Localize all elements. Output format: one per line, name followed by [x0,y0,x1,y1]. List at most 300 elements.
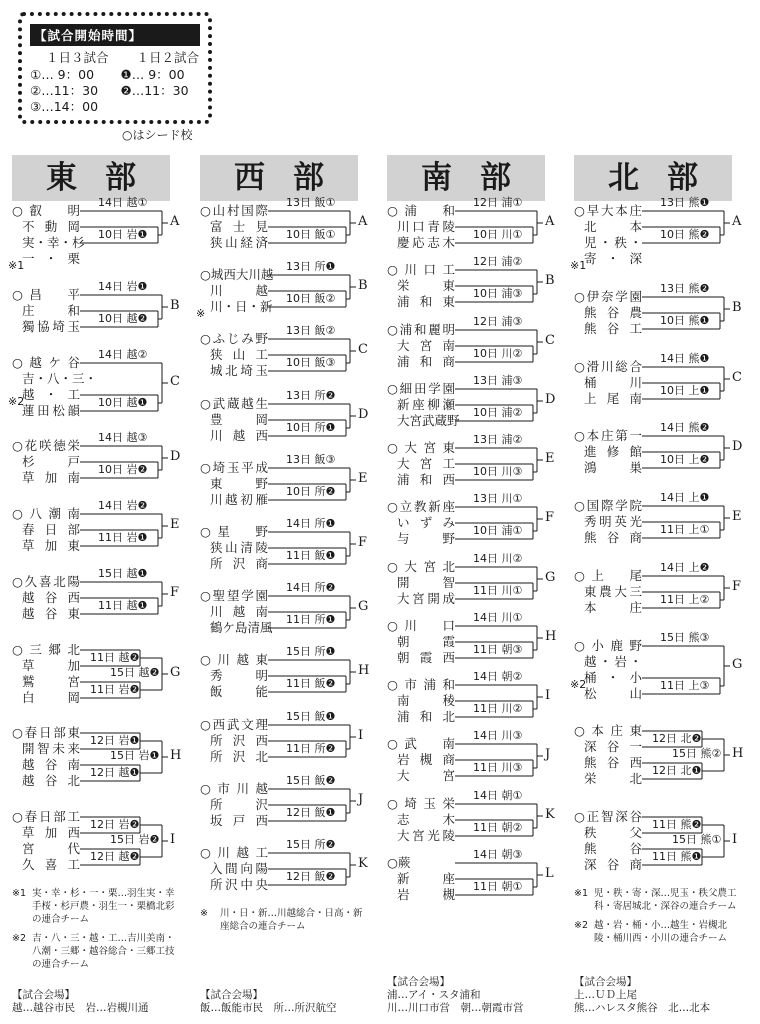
team-row [387,618,455,634]
team-row [12,841,80,857]
game-label: 10日 熊❶ [660,313,710,327]
block-C [574,351,752,407]
team-name: 一・栗 [22,251,80,266]
team-row [200,299,273,315]
team-row [200,781,268,797]
team-row [12,370,98,387]
team-name: 狭山清陵 [210,540,268,555]
game-label: 11日 飯❷ [286,677,336,691]
venue-line: 飯…飯能市民 所…所沢航空 [200,1002,337,1014]
team-name: ○立教新座 [387,499,455,515]
team-row [574,825,642,841]
note-text: 児・秩・寄・深…児玉・秩父農工科・寄居城北・深谷の連合チーム [594,888,737,912]
team-row [574,755,642,771]
team-name: 栄 東 [397,278,455,294]
team-name: ○三郷北 [12,641,80,657]
game-label: 14日 上❶ [660,491,710,504]
team-row [387,768,455,784]
game-label: 14日 上❷ [660,560,710,574]
venue-title: 【試合会場】 [12,989,75,1001]
block-label: G [732,656,743,672]
team-name: 入間向陽 [210,861,268,876]
team-row [200,363,268,379]
team-name: 大 宮 [397,768,455,784]
note [12,932,177,971]
game-label: 14日 越② [98,347,148,361]
game-label: 14日 朝① [473,788,523,802]
block-label: E [358,470,368,486]
block-F [387,492,565,547]
team-row [574,203,642,219]
team-mark: ※1 [570,259,587,272]
block-label: H [358,663,370,679]
team-name: ○花咲徳栄 [12,438,80,454]
block-label: C [545,332,555,348]
team-name: 所 沢 [210,796,268,812]
team-name: ○国際学院 [574,498,642,513]
team-row [387,693,455,709]
schedule-box [18,12,212,124]
team-name: いずみ [397,515,455,531]
block-label: F [358,535,368,550]
team-row [574,809,642,825]
game-label: 15日 越❶ [98,566,148,580]
team-name: 熊谷西 [584,755,642,771]
team-row [12,773,80,789]
team-mark: ※ [196,307,206,321]
team-name: 秩 父 [584,825,642,840]
game-label: 12日 浦② [473,255,523,269]
team-row [12,690,80,706]
game-label: 11日 熊❷ [652,818,702,831]
block-label: E [170,517,180,532]
note-text: 吉・八・三・越・工…吉川美南・八潮・三郷・越谷総合・三郷工技の連合チーム [32,933,175,970]
block-label: D [545,391,556,407]
game-label: 15日 岩❶ [110,749,160,763]
team-name: 所沢商 [210,556,268,571]
team-name: ○細田学園 [387,380,455,396]
schedule-title: 【試合開始時間】 [30,24,200,46]
team-row [574,686,642,702]
team-row [387,515,455,531]
team-row [12,725,80,741]
team-name: 寄・深 [584,251,642,266]
block-label: D [732,439,743,455]
team-row [574,771,642,787]
block-K [200,838,378,893]
note-key: ※2 [12,933,27,944]
team-name: 春日部 [22,522,80,537]
game-label: 11日 岩❷ [90,682,140,696]
game-label: 14日 所❶ [286,517,336,530]
game-label: 13日 飯② [286,324,336,338]
team-row [200,749,268,765]
block-I [574,809,752,873]
team-name: 越・工 [22,386,80,402]
team-name: 富士見 [210,219,268,234]
team-row [387,559,455,575]
team-row [12,470,80,486]
game-label: 14日 朝③ [473,848,523,861]
game-label: 13日 川① [473,492,523,506]
team-row [200,412,268,428]
block-label: D [170,449,181,465]
team-name: ○春日部東 [12,725,80,741]
team-name: 新 座 [397,871,455,886]
block-E [12,499,190,554]
team-row [387,650,455,666]
team-row [12,522,80,538]
team-name: 実・幸・杉 [22,235,85,250]
game-label: 10日 上❶ [660,383,710,397]
team-name: 所沢北 [210,748,268,764]
team-name: 草加南 [22,470,80,486]
block-label: A [358,214,368,229]
team-row [387,294,455,310]
team-row [574,391,642,407]
team-row [200,219,268,235]
team-name: 狭山経済 [210,235,268,250]
team-name: 宮 代 [22,841,80,856]
game-label: 11日 越❶ [98,598,148,612]
team-mark: ※2 [570,677,587,691]
team-name: 熊 谷 [584,841,642,856]
team-row [200,733,268,749]
block-label: H [170,748,182,764]
team-name: 岩 槻 [397,887,455,902]
team-name: 開智未来 [22,741,80,757]
block-label: A [545,214,555,229]
team-row [200,540,268,556]
team-name: 熊谷商 [584,530,642,545]
block-G [12,642,190,706]
team-name: ○山村国際 [200,203,268,218]
venue [200,989,337,1015]
team-row [574,428,642,444]
team-name: 飯 能 [210,684,268,700]
block-B [387,255,565,310]
team-name: 草 加 [22,657,80,673]
team-name: ○川口工 [387,262,455,278]
team-name: 川口青陵 [397,219,455,234]
game-label: 15日 飯❷ [286,773,336,787]
team-name: ○星 野 [200,524,268,539]
team-name: 新座柳瀬 [397,396,455,412]
game-label: 15日 岩❷ [110,833,160,846]
team-name: 秀 明 [210,668,268,684]
team-row [387,456,455,472]
block-label: E [732,509,742,524]
team-row [12,574,80,590]
team-mark: ※1 [8,259,25,272]
game-label: 10日 所❶ [286,420,336,434]
team-name: 不動岡 [22,219,80,234]
team-row [387,322,455,338]
team-row [387,381,455,397]
venue [574,976,710,1015]
team-name: 大宮南 [397,337,455,353]
team-name: 川越初雁 [210,491,268,507]
notes [12,887,177,977]
team-name: ○上 尾 [574,567,642,583]
block-label: G [358,599,369,615]
team-name: 志 木 [397,811,455,827]
team-name: 本 庄 [584,599,642,615]
team-row [200,524,268,540]
team-name: ○市浦和 [387,677,455,693]
team-name: ○伊奈学園 [574,288,642,304]
region-3 [570,155,752,1015]
game-label: 11日 上① [660,523,710,536]
team-name: ○武蔵越生 [200,395,268,411]
block-label: F [170,584,180,600]
team-name: 北 本 [584,219,642,234]
venue-title: 【試合会場】 [574,976,637,988]
venue-title: 【試合会場】 [387,976,450,988]
team-row [574,568,642,584]
team-name: 深谷一 [584,739,642,755]
team-name: ○川越東 [200,652,268,668]
team-name: 川 越 [210,283,268,299]
team-name: 吉・八・三・ [22,370,98,386]
team-row [200,283,268,299]
team-name: ○滑川総合 [574,358,642,374]
team-row [200,652,268,668]
note [200,907,365,933]
team-row [574,321,642,337]
team-name: 草加西 [22,825,80,840]
team-row [12,438,80,454]
game-label: 12日 北❷ [652,732,702,746]
region-2 [387,155,565,1015]
team-row [200,684,268,700]
block-label: A [170,214,180,229]
game-label: 12日 岩❶ [90,734,140,748]
team-row [387,736,455,752]
team-row [387,752,455,768]
game-label: 10日 浦① [473,524,523,538]
notes [574,887,739,951]
team-name: 蓮田松韻 [22,402,80,418]
team-name: ○武 南 [387,736,455,752]
team-row [574,498,642,514]
team-row [574,638,642,654]
team-row [387,531,455,547]
game-label: 10日 飯② [286,292,336,306]
game-label: 11日 川③ [473,761,523,775]
team-name: 草加東 [22,538,80,553]
team-row [12,825,80,841]
team-row [574,584,642,600]
game-label: 11日 川② [473,702,523,716]
block-C [387,314,565,370]
schedule-three-games: １日３試合 ①… 9：00 ②…11：30 ③…14：00 [30,50,109,114]
team-row [12,741,80,757]
block-K [387,788,565,844]
block-label: L [545,866,554,881]
team-row [574,739,642,755]
game-label: 14日 岩❶ [98,279,148,293]
game-label: 12日 北❶ [652,764,702,778]
team-row [12,454,80,470]
game-label: 11日 川① [473,583,523,597]
venue-line: 上…ＵＤ上尾 [574,989,637,1001]
venue-line: 越…越谷市民 岩…岩槻川通 [12,1002,149,1014]
team-name: 所沢西 [210,732,268,748]
game-label: 13日 飯① [286,196,336,209]
block-E [200,452,378,508]
team-name: 庄 和 [22,302,80,318]
block-label: D [358,406,369,422]
venue-title: 【試合会場】 [200,989,263,1001]
team-row [12,590,80,606]
team-name: 熊谷農 [584,304,642,320]
block-label: F [545,510,555,526]
team-name: 児・秩・ [584,235,642,250]
region-0 [8,155,190,1015]
block-G [387,551,565,607]
team-name: 狭山工 [210,347,268,363]
block-label: F [732,578,742,594]
team-row [200,620,273,636]
game-label: 14日 越③ [98,431,148,445]
block-label: G [170,664,181,680]
team-row [574,514,642,530]
team-name: ○春日部工 [12,809,80,824]
team-row [574,305,642,321]
game-label: 11日 朝③ [473,642,523,656]
block-label: C [170,373,180,389]
team-row [200,476,268,492]
team-name: 浦和西 [397,472,455,488]
venue-line: 川…川口市営 朝…朝霞市営 [387,1002,524,1014]
team-name: ○川越工 [200,845,268,860]
team-row [387,677,455,693]
team-row [200,347,268,363]
note-text: 川・日・新…川越総合・日高・新座総合の連合チーム [220,908,363,932]
block-I [12,809,190,873]
team-name: ○大宮北 [387,558,455,574]
team-row [200,203,268,219]
team-name: ○ふじみ野 [200,331,268,347]
game-label: 10日 岩❷ [98,463,148,477]
region-title: 北部 [574,155,732,201]
team-name: 鷲 宮 [22,673,80,689]
game-label: 11日 上③ [660,678,710,692]
block-label: B [732,299,742,315]
block-H [387,610,565,666]
block-L [387,848,565,903]
game-label: 14日 所❷ [286,581,336,595]
block-A [570,196,752,272]
team-row [200,668,268,684]
team-name: 獨協埼玉 [22,318,80,334]
game-label: 10日 飯③ [286,356,336,370]
team-row [387,412,460,429]
team-name: ○昌 平 [12,286,80,302]
team-name: 越谷西 [22,589,80,605]
game-label: 11日 越❷ [90,650,140,664]
team-name: 深谷商 [584,857,642,872]
team-row [12,674,80,690]
block-J [200,773,378,829]
team-name: ○埼玉栄 [387,795,455,811]
team-name: ○城西大川越 [200,267,274,283]
team-row [12,203,80,219]
game-label: 10日 上❷ [660,453,710,467]
team-name: ○久喜北陽 [12,573,80,589]
team-row [200,396,268,412]
game-label: 12日 越❶ [90,766,140,780]
region-title: 西部 [200,155,358,201]
team-name: 大宮開成 [397,590,455,606]
team-row [200,267,274,283]
venue [12,989,149,1015]
team-name: 桶 川 [584,374,642,390]
team-row [387,812,455,828]
game-label: 11日 朝② [473,820,523,834]
team-row [574,530,642,546]
team-name: 桶・小 [584,669,642,685]
team-name: 与 野 [397,531,455,547]
team-row [574,235,642,251]
note-text: 越・岩・桶・小…越生・岩槻北陵・桶川西・小川の連合チーム [594,920,728,944]
game-label: 10日 熊❷ [660,228,710,241]
block-label: H [732,746,744,762]
game-label: 14日 川① [473,610,523,624]
team-name: 大宮工 [397,456,455,472]
region-title: 東部 [12,155,170,201]
block-I [387,670,565,725]
team-name: 南 稜 [397,693,455,709]
team-name: 川越西 [210,427,268,443]
block-label: A [732,214,742,229]
block-label: I [358,727,364,743]
team-row [387,278,455,294]
game-label: 13日 所❷ [286,388,336,402]
note-key: ※1 [574,888,589,899]
block-F [200,517,378,572]
team-name: 朝霞西 [397,649,455,665]
team-row [200,845,268,861]
team-name: 岩槻商 [397,752,455,768]
seed-note: ○はシード校 [122,128,193,142]
team-row [200,877,268,893]
team-row [574,444,642,460]
team-name: 久喜工 [22,857,80,872]
team-name: ○川 口 [387,617,455,633]
team-name: 浦和東 [397,294,455,310]
block-B [196,260,378,321]
game-label: 12日 浦① [473,196,523,209]
team-row [387,591,455,607]
game-label: 12日 飯❷ [286,870,336,883]
team-name: ○正智深谷 [574,809,642,824]
team-name: 鴻 巣 [584,460,642,476]
team-name: 慶応志木 [397,235,455,250]
team-name: 浦和商 [397,353,455,369]
team-row [200,556,268,572]
block-label: C [358,342,368,358]
game-label: 11日 所❶ [286,613,336,627]
team-name: 上尾南 [584,390,642,406]
note [574,919,739,945]
game-label: 13日 熊❶ [660,196,710,209]
team-row [387,796,455,812]
team-name: 大宮光陵 [397,827,455,843]
team-row [12,403,80,419]
note-key: ※1 [12,888,27,899]
